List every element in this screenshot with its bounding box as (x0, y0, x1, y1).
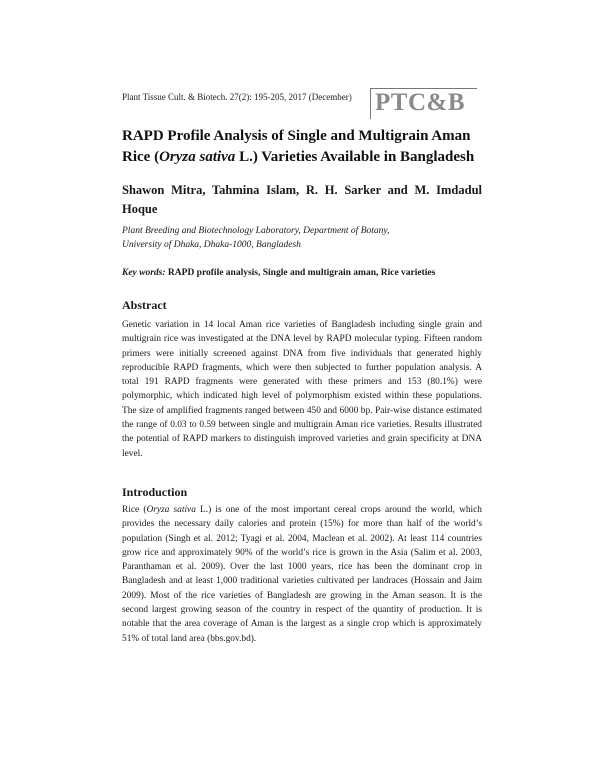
keywords-label: Key words: (122, 268, 166, 278)
journal-logo-text: PTC&B (375, 89, 465, 116)
intro-text-rest: L.) is one of the most important cereal crops around the world, which provides the necessary daily calories and protein (15%) for more than half of the world’s population (Singh et al. 2012; Tyagi et al. 2004, Maclean et al. 2002). At least 114 countries grow rice and approximately 90% of the world’s rice is grown in the Asia (Salim et al. 2003, Paranthaman et al. 2009). Over the last 1000 years, rice has been the dominant crop in Bangladesh and at least 1,000 traditional varieties cultivated per landraces (Hossain and Jaim 2009). Most of the rice varieties of Bangladesh are growing in the Aman season. It is the second largest growing season of the country in respect of the quantity of production. It is notable that the area coverage of Aman is the largest as a single crop which is approximately 51% of total land area (bbs.gov.bd). (122, 505, 482, 644)
abstract-body: Genetic variation in 14 local Aman rice varieties of Bangladesh including single grain and multigrain rice was investigated at the DNA level by RAPD molecular typing. Fifteen random primers were initially screened against DNA from five individuals that generated highly reproducible RAPD fragments, which were then subjected to further population analysis. A total 191 RAPD fragments were generated with these primers and 153 (80.1%) were polymorphic, which indicated high level of polymorphism existed within these populations. The size of amplified fragments ranged between 450 and 6000 bp. Pair-wise distance estimated the range of 0.03 to 0.59 between single and multigrain Aman rice varieties. Results illustrated the potential of RAPD markers to distinguish improved varieties and grain specificity at DNA level. (122, 320, 482, 459)
abstract-heading: Abstract (122, 298, 167, 312)
affiliation-line-1: Plant Breeding and Biotechnology Laboratory, Department of Botany, (122, 226, 390, 236)
introduction-body (122, 503, 482, 646)
intro-text-start: Rice ( (122, 505, 147, 515)
journal-citation: Plant Tissue Cult. & Biotech. 27(2): 195-205, 2017 (December) (122, 92, 352, 102)
title-part2: L.) Varieties Available in Bangladesh (235, 149, 475, 165)
introduction-heading: Introduction (122, 485, 188, 499)
title-part1: RAPD Profile Analysis of Single and Multigrain Aman Rice ( (122, 128, 471, 165)
keywords (122, 266, 482, 280)
affiliation (122, 224, 482, 252)
intro-species: Oryza sativa (146, 505, 196, 515)
article-title (122, 126, 482, 168)
title-species: Oryza sativa (159, 149, 236, 165)
affiliation-line-2: University of Dhaka, Dhaka-1000, Bangladesh (122, 240, 301, 250)
journal-logo (370, 88, 477, 119)
author-list: Shawon Mitra, Tahmina Islam, R. H. Sarker and M. Imdadul Hoque (122, 183, 482, 216)
keywords-text: RAPD profile analysis, Single and multigrain aman, Rice varieties (165, 268, 436, 278)
